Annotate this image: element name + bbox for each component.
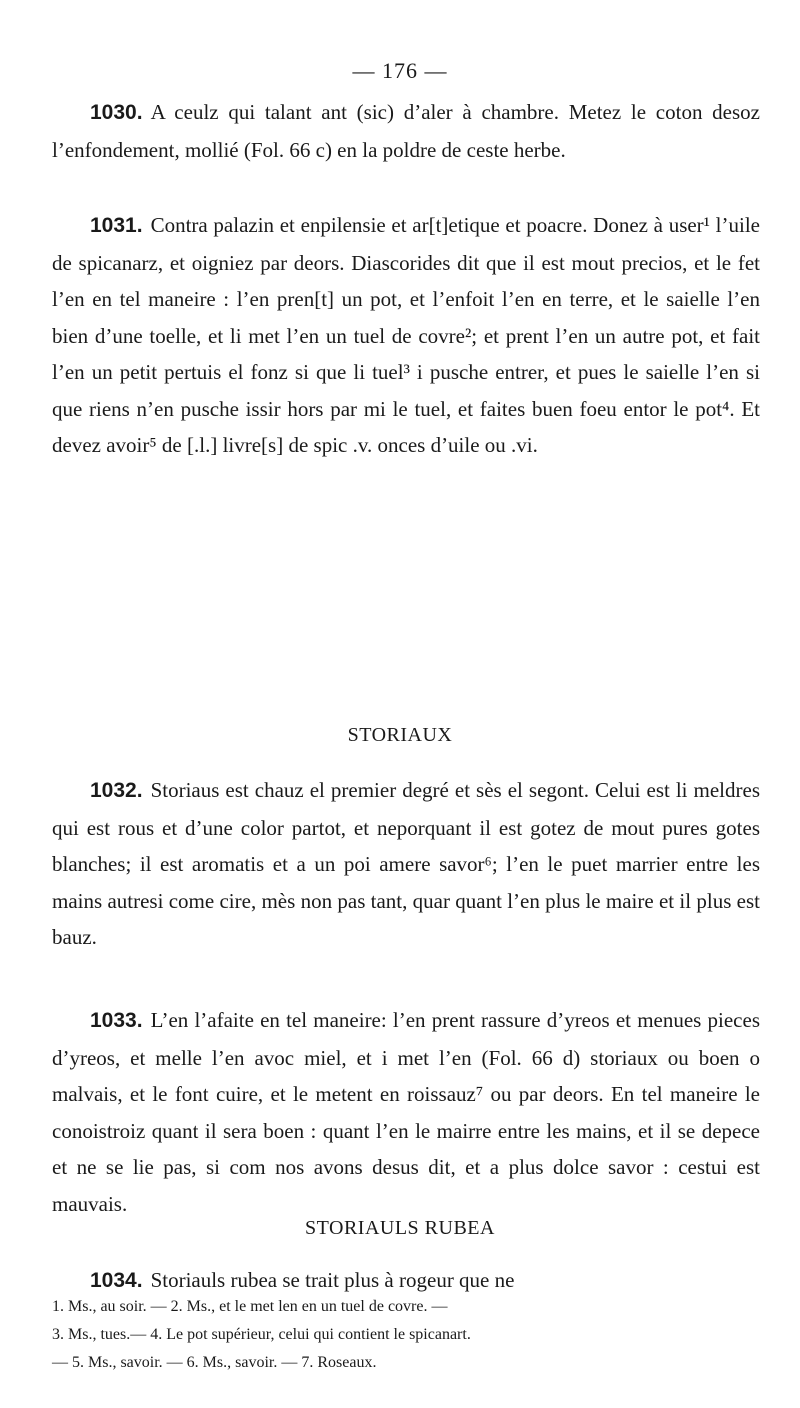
- footnote-line: — 5. Ms., savoir. — 6. Ms., savoir. — 7. Roseaux.: [52, 1354, 377, 1371]
- paragraph-1031: [52, 207, 760, 464]
- footnote-line: 3. Ms., tues.— 4. Le pot supérieur, celui qui contient le spicanart.: [52, 1326, 471, 1343]
- paragraph-number: 1033.: [90, 1009, 143, 1032]
- footnote-line: 1. Ms., au soir. — 2. Ms., et le met len en un tuel de covre. —: [52, 1298, 448, 1315]
- paragraph-1030: [52, 94, 760, 168]
- paragraph-1032: [52, 772, 760, 956]
- section-heading-storiaux: STORIAUX: [347, 724, 453, 746]
- page-number: — 176 —: [352, 58, 448, 83]
- paragraph-number: 1032.: [90, 779, 143, 802]
- paragraph-text: Storiaus est chauz el premier degré et sès el segont. Celui est li meldres qui est rous et d’une color partot, et neporquant il est gotez de mout pures gotes blanches; il est aromatis et a un poi amere savor⁶; l’en le puet marrier entre les mains autresi come cire, mès non pas tant, quar quant l’en plus le maire et il plus est bauz.: [52, 778, 760, 949]
- paragraph-number: 1034.: [90, 1269, 143, 1292]
- paragraph-text: A ceulz qui talant ant (sic) d’aler à chambre. Metez le coton desoz l’enfondement, mollié (Fol. 66 c) en la poldre de ceste herbe.: [52, 100, 760, 162]
- footnotes: [52, 1293, 760, 1377]
- paragraph-number: 1031.: [90, 214, 143, 237]
- paragraph-number: 1030.: [90, 101, 143, 124]
- paragraph-text: Contra palazin et enpilensie et ar[t]etique et poacre. Donez à user¹ l’uile de spicanarz, et oigniez par deors. Diascorides dit que il est mout precios, et le fet l’en en tel maneire : l’en pren[t] un pot, et l’enfoit l’en en terre, et le saielle l’en bien d’une toelle, et li met l’en un tuel de covre²; et prent l’en un autre pot, et fait l’en un petit pertuis el fonz si que li tuel³ i pusche entrer, et pues le saielle l’en si que riens n’en pusche issir hors par mi le tuel, et faites buen foeu entor le pot⁴. Et devez avoir⁵ de [.l.] livre[s] de spic .v. onces d’uile ou .vi.: [52, 213, 760, 457]
- paragraph-1033: [52, 1002, 760, 1222]
- paragraph-text: L’en l’afaite en tel maneire: l’en prent rassure d’yreos et menues pieces d’yreos, et melle l’en avoc miel, et i met l’en (Fol. 66 d) storiaux ou boen o malvais, et le font cuire, et le metent en roissauz⁷ ou par deors. En tel maneire le conoistroiz quant il sera boen : quant l’en le mairre entre les mains, et il se depece et ne se lie pas, si com nos avons desus dit, et a plus dolce savor : cestui est mauvais.: [52, 1008, 760, 1216]
- paragraph-text: Storiauls rubea se trait plus à rogeur que ne: [150, 1268, 515, 1292]
- section-heading-storiauls-rubea: STORIAULS RUBEA: [305, 1217, 495, 1239]
